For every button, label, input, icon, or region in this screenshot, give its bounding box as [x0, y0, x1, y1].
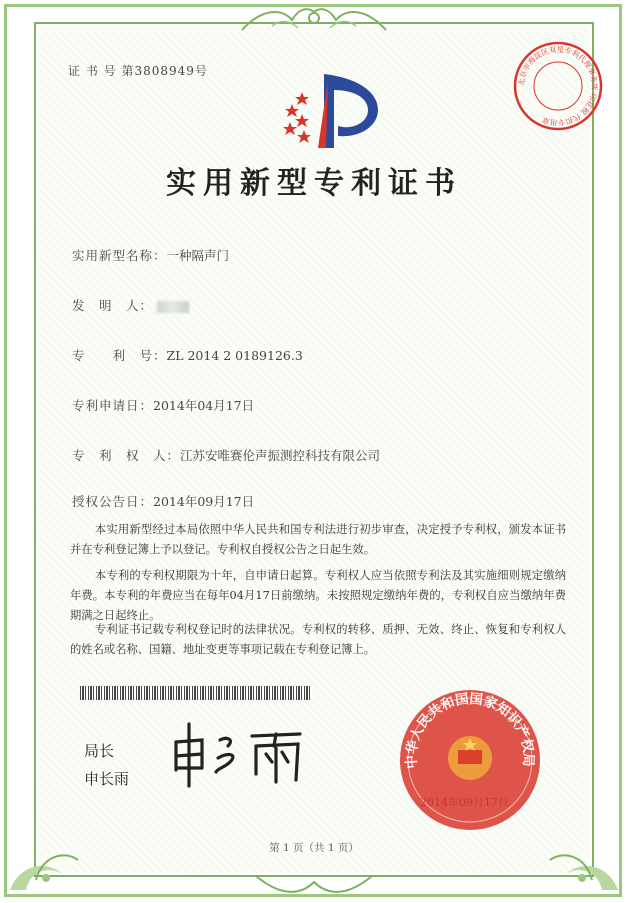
- body-paragraph-2: 本专利的专利权期限为十年，自申请日起算。专利权人应当依照专利法及其实施细则规定缴纳年费。本专利的年费应当在每年04月17日前缴纳。未按照规定缴纳年费的，专利权自应当缴纳年费期满之日起终止。: [70, 569, 566, 622]
- agency-stamp-ring-text: 北京市海淀区双星专利代理事务所 印花税 代扣专用章: [516, 44, 600, 128]
- top-ornament: [232, 4, 396, 34]
- field-application-date: [72, 396, 254, 414]
- certificate-number: 证 书 号 第3808949号: [68, 64, 208, 78]
- patent-office-logo-icon: [278, 70, 382, 152]
- body-paragraph-3: 专利证书记载专利权登记时的法律状况。专利权的转移、质押、无效、终止、恢复和专利权人的姓名或名称、国籍、地址变更等事项记载在专利登记簿上。: [70, 623, 566, 656]
- field-label: 专 利 号：: [72, 348, 167, 363]
- field-label: 专利申请日：: [72, 398, 154, 413]
- field-patent-number: [72, 346, 303, 364]
- director-title: 局长: [84, 742, 115, 760]
- field-inventor: [72, 296, 189, 314]
- field-value: 2014年04月17日: [153, 398, 255, 413]
- field-label: 授权公告日：: [72, 494, 154, 509]
- bottom-right-ornament: [542, 820, 622, 896]
- page-number: 第 1 页（共 1 页）: [269, 842, 359, 854]
- bottom-center-ornament: [250, 870, 378, 898]
- svg-text:北京市海淀区双星专利代理事务所 印花税 代扣专用章: [517, 45, 599, 127]
- national-ip-office-seal-icon: [396, 686, 544, 834]
- body-paragraph-1: 本实用新型经过本局依照中华人民共和国专利法进行初步审查，决定授予专利权，颁发本证书并在专利登记簿上予以登记。专利权自授权公告之日起生效。: [70, 523, 566, 556]
- field-value: 江苏安唯赛伦声振测控科技有限公司: [180, 448, 381, 463]
- director-block: [84, 737, 129, 793]
- certificate-title: 实用新型专利证书: [166, 166, 462, 201]
- director-name: 申长雨: [84, 770, 130, 788]
- seal-ring-text: 中华人民共和国国家知识产权局: [403, 691, 537, 770]
- barcode: [80, 686, 312, 700]
- field-patentee: [72, 446, 380, 464]
- field-label: 发 明 人：: [72, 298, 154, 313]
- field-value: 一种隔声门: [166, 248, 230, 263]
- inventor-redacted: [157, 301, 189, 313]
- field-utility-model-name: [72, 246, 229, 264]
- agency-stamp-icon: [512, 40, 604, 132]
- field-label: 专 利 权 人：: [72, 448, 181, 463]
- field-label: 实用新型名称：: [72, 248, 167, 263]
- bottom-left-ornament: [6, 820, 86, 896]
- field-grant-date: [72, 492, 254, 510]
- director-signature-icon: [168, 712, 318, 792]
- field-value: ZL 2014 2 0189126.3: [166, 348, 303, 363]
- field-value: 2014年09月17日: [153, 494, 255, 509]
- seal-date: 2014年09月17日: [420, 796, 509, 809]
